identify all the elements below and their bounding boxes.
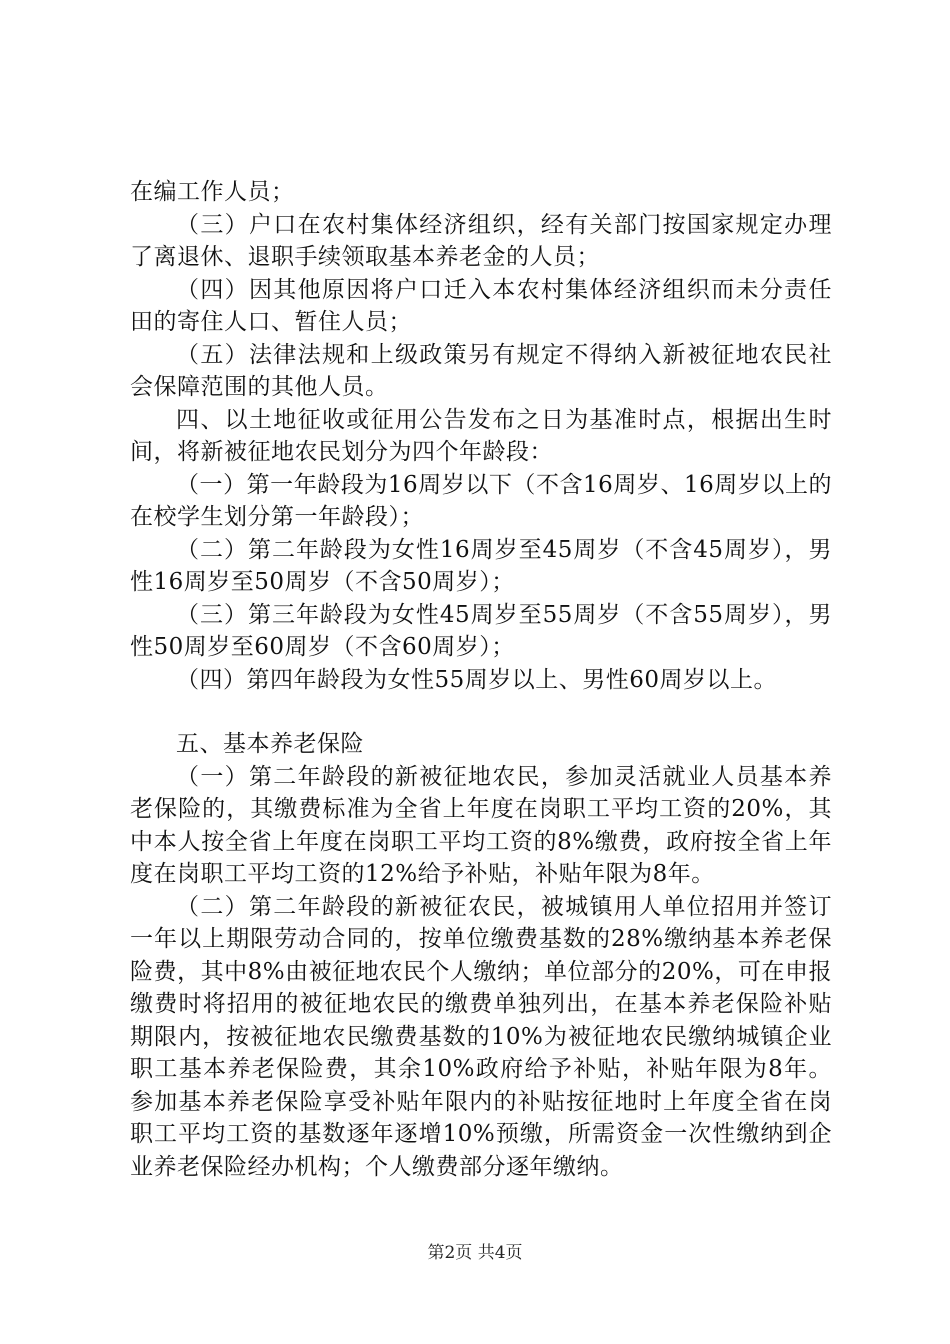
section-five-heading: 五、基本养老保险 <box>176 731 364 757</box>
page-number-footer: 第2页 共4页 <box>427 1243 523 1263</box>
pension-item-1: （一）第二年龄段的新被征地农民，参加灵活就业人员基本养老保险的，其缴费标准为全省上年度在岗职工平均工资的20%，其中本人按全省上年度在岗职工平均工资的8%缴费，政府按全省上年度在岗职工平均工资的12%给予补贴，补贴年限为8年。 <box>130 763 832 887</box>
paragraph-item-3: （三）户口在农村集体经济组织，经有关部门按国家规定办理了离退休、退职手续领取基本养老金的人员； <box>130 211 832 270</box>
paragraph-item-4: （四）因其他原因将户口迁入本农村集体经济组织而未分责任田的寄住人口、暂住人员； <box>130 276 832 335</box>
document-body <box>130 176 832 1183</box>
age-group-3: （三）第三年龄段为女性45周岁至55周岁（不含55周岁），男性50周岁至60周岁（不含60周岁）； <box>130 601 832 660</box>
pension-item-2: （二）第二年龄段的新被征农民，被城镇用人单位招用并签订一年以上期限劳动合同的，按单位缴费基数的28%缴纳基本养老保险费，其中8%由被征地农民个人缴纳；单位部分的20%，可在申报缴费时将招用的被征地农民的缴费单独列出，在基本养老保险补贴期限内，按被征地农民缴费基数的10%为被征地农民缴纳城镇企业职工基本养老保险费，其余10%政府给予补贴，补贴年限为8年。参加基本养老保险享受补贴年限内的补贴按征地时上年度全省在岗职工平均工资的基数逐年逐增10%预缴，所需资金一次性缴纳到企业养老保险经办机构；个人缴费部分逐年缴纳。 <box>130 893 832 1180</box>
paragraph-item-5: （五）法律法规和上级政策另有规定不得纳入新被征地农民社会保障范围的其他人员。 <box>130 341 832 400</box>
age-group-2: （二）第二年龄段为女性16周岁至45周岁（不含45周岁），男性16周岁至50周岁（不含50周岁）； <box>130 536 832 595</box>
section-four-heading: 四、以土地征收或征用公告发布之日为基准时点，根据出生时间，将新被征地农民划分为四个年龄段： <box>130 406 832 465</box>
age-group-4: （四）第四年龄段为女性55周岁以上、男性60周岁以上。 <box>176 666 778 693</box>
paragraph-continuation: 在编工作人员； <box>130 179 295 205</box>
age-group-1: （一）第一年龄段为16周岁以下（不含16周岁、16周岁以上的在校学生划分第一年龄段）； <box>130 471 832 530</box>
